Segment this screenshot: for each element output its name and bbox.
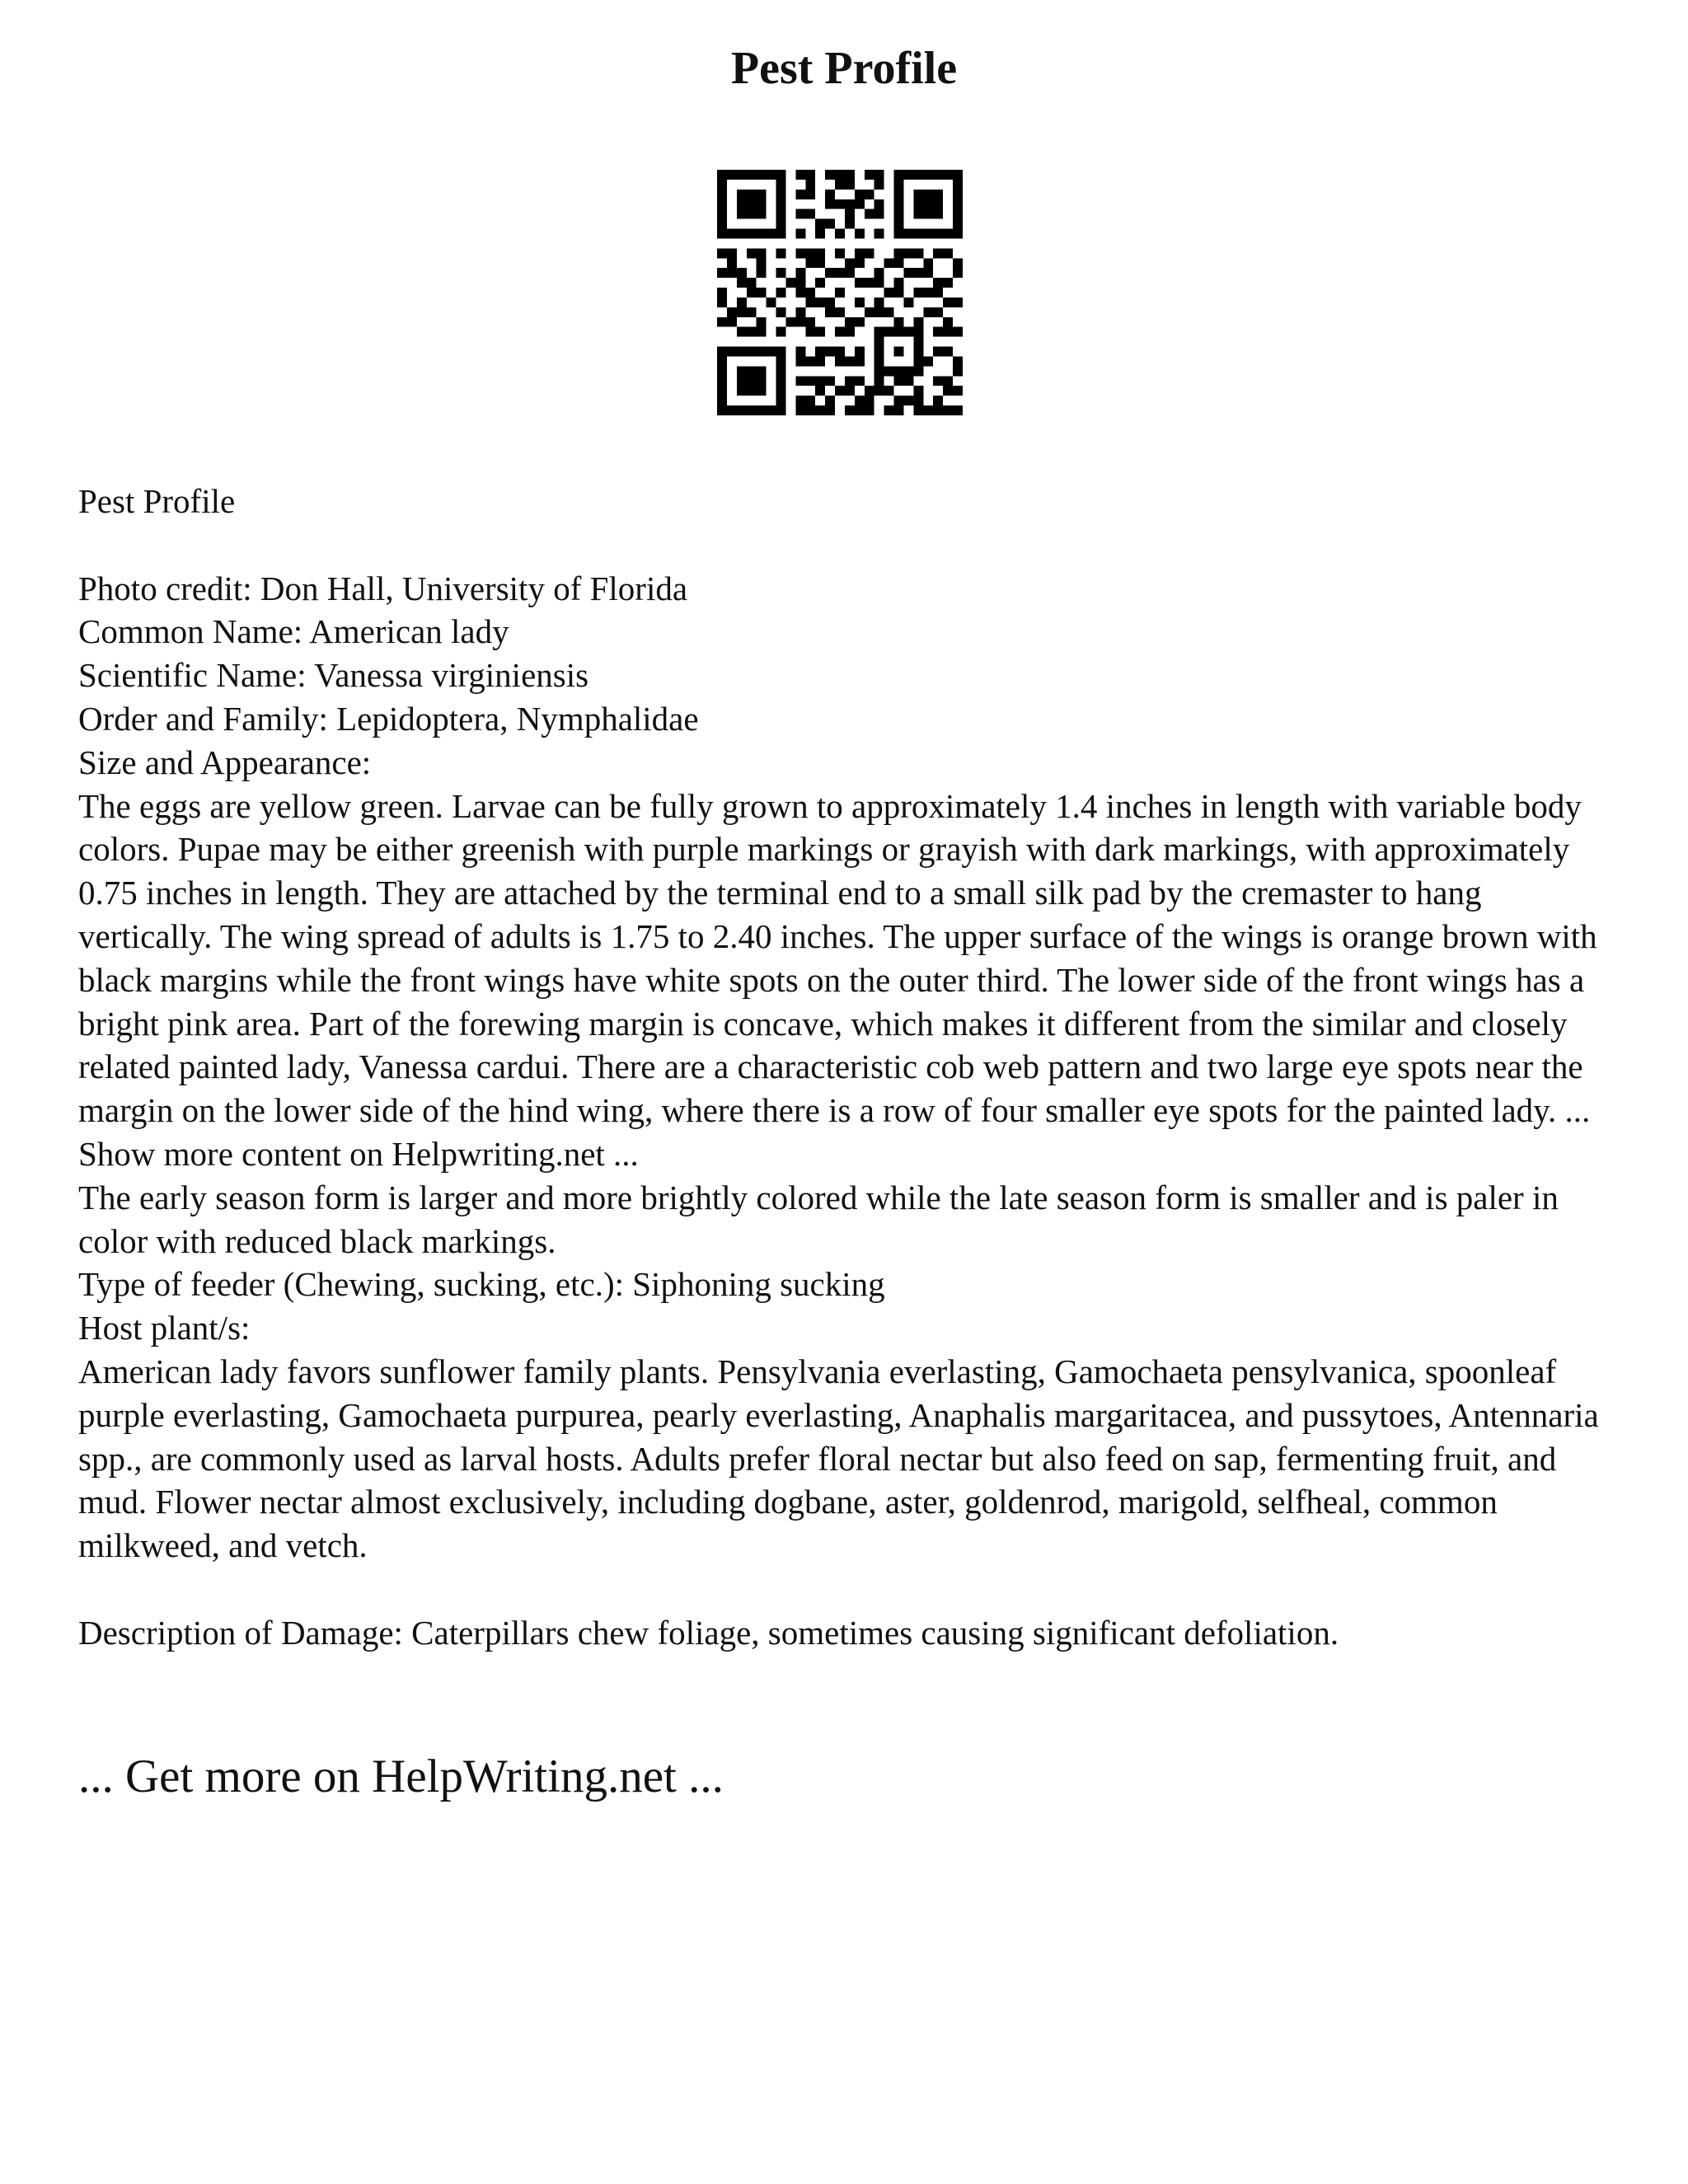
content-heading: Pest Profile	[78, 482, 236, 520]
order-family: Order and Family: Lepidoptera, Nymphalidae	[78, 699, 699, 738]
scientific-name: Scientific Name: Vanessa virginiensis	[78, 656, 589, 695]
get-more-link[interactable]: ... Get more on HelpWriting.net ...	[78, 1750, 724, 1802]
size-appearance-text: The eggs are yellow green. Larvae can be fully grown to approximately 1.4 inches in length with variable body colors. Pupae may be either greenish with purple markings or grayish with dark markings, with approximately 0.75 inches in length. They are attached by the terminal end to a small silk pad by the cremaster to hang vertically. The wing spread of adults is 1.75 to 2.40 inches. The upper surface of the wings is orange brown with black margins while the front wings have white spots on the outer third. The lower side of the front wings has a bright pink area. Part of the forewing margin is concave, which makes it different from the similar and closely related painted lady, Vanessa cardui. There are a characteristic cob web pattern and two large eye spots near the margin on the lower side of the hind wing, where there is a row of four smaller eye spots for the painted lady. ... Show more content on Helpwriting.net ...	[78, 786, 1597, 1173]
page-title: Pest Profile	[730, 43, 958, 94]
season-text: The early season form is larger and more brightly colored while the late season form is smaller and is paler in color with reduced black markings.	[78, 1178, 1559, 1260]
qr-code-icon	[717, 170, 963, 415]
qr-code-graphic	[717, 170, 963, 415]
common-name: Common Name: American lady	[78, 612, 509, 651]
profile-content	[78, 480, 1620, 1655]
photo-credit: Photo credit: Don Hall, University of Florida	[78, 569, 688, 607]
spacer	[78, 1568, 1620, 1611]
spacer	[78, 523, 1620, 567]
host-plants-label: Host plant/s:	[78, 1309, 251, 1347]
feeder-type: Type of feeder (Chewing, sucking, etc.): Siphoning sucking	[78, 1265, 885, 1304]
damage-description: Description of Damage: Caterpillars chew foliage, sometimes causing significant defoliation.	[78, 1613, 1339, 1652]
host-plants-text: American lady favors sunflower family plants. Pensylvania everlasting, Gamochaeta pensylvanica, spoonleaf purple everlasting, Gamochaeta purpurea, pearly everlasting, Anaphalis margaritacea, and pussytoes, Antennaria spp., are commonly used as larval hosts. Adults prefer floral nectar but also feed on sap, fermenting fruit, and mud. Flower nectar almost exclusively, including dogbane, aster, goldenrod, marigold, selfheal, common milkweed, and vetch.	[78, 1352, 1599, 1565]
size-appearance-label: Size and Appearance:	[78, 743, 372, 781]
